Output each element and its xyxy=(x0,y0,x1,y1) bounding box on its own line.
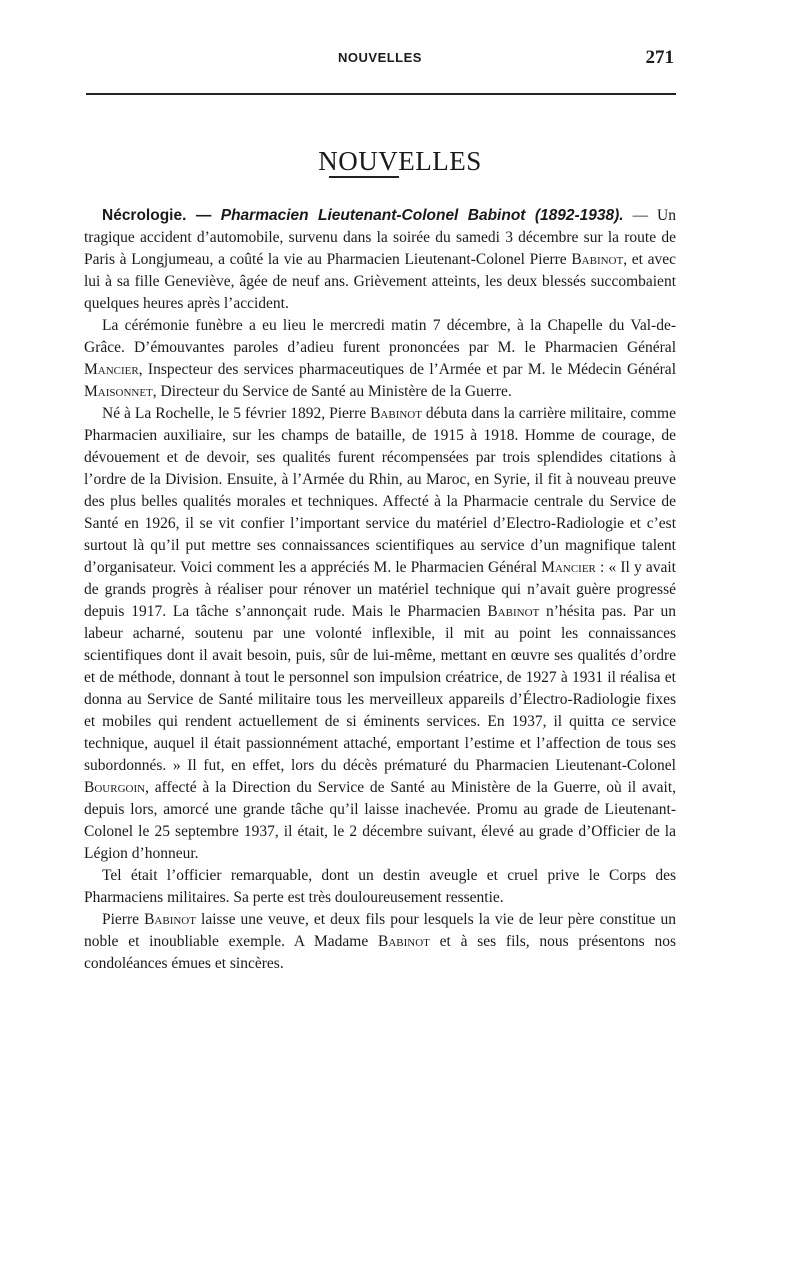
article-paragraph xyxy=(84,403,676,865)
person-name: Babinot xyxy=(144,911,196,928)
text-run: débuta dans la carrière militaire, comme Pharmacien auxiliaire, sur les champs de bataille, de 1915 à 1918. Homme de courage, de dévouement et de devoir, ses qualités furent récompensées par trois splendides citations à l’ordre de la Division. Ensuite, à l’Armée du Rhin, au Maroc, en Syrie, il fit à nouveau preuve des plus belles qualités morales et techniques. Affecté à la Pharmacie centrale du Service de Santé en 1926, il se vit confier l’important service du matériel d’Electro-Radiologie et c’est surtout là qu’il put mettre ses connaissances scientifiques au service d’un magnifique talent d’organisateur. Voici comment les a appréciés M. le Pharmacien Général xyxy=(84,405,676,576)
text-run: et à ses fils, nous présentons nos condoléances émues et sincères. xyxy=(84,933,676,972)
person-name: Mancier xyxy=(84,361,139,378)
page-title: NOUVELLES xyxy=(318,146,482,177)
article-body xyxy=(84,205,676,975)
person-name: Maisonnet xyxy=(84,383,153,400)
article-paragraph xyxy=(84,205,676,315)
paragraph-text xyxy=(84,911,676,972)
text-run: , Inspecteur des services pharmaceutiques de l’Armée et par M. le Médecin Général xyxy=(138,361,676,378)
article-paragraph xyxy=(84,909,676,975)
article-paragraph xyxy=(84,865,676,909)
person-name: Babinot xyxy=(571,251,624,268)
text-run: — Un tragique accident d’automobile, survenu dans la soirée du samedi 3 décembre sur la route de Paris à Longjumeau, a coûté la vie au Pharmacien Lieutenant-Colonel Pierre xyxy=(84,207,676,268)
article-subject: Pharmacien Lieutenant-Colonel Babinot (1892-1938). xyxy=(220,207,624,224)
person-name: Babinot xyxy=(370,405,422,422)
page-number: 271 xyxy=(645,47,674,68)
person-name: Babinot xyxy=(487,603,540,620)
paragraph-text xyxy=(84,317,676,400)
person-name: Bourgoin xyxy=(84,779,146,796)
person-name: Mancier xyxy=(541,559,596,576)
running-head xyxy=(86,47,674,72)
text-run: : « Il y avait de grands progrès à réaliser pour rénover un matériel technique qui n’avait guère progressé depuis 1917. La tâche s’annonçait rude. Mais le Pharmacien xyxy=(84,559,676,620)
text-run: La cérémonie funèbre a eu lieu le mercredi matin 7 décembre, à la Chapelle du Val-de-Grâce. D’émouvantes paroles d’adieu furent prononcées par M. le Pharmacien Général xyxy=(84,317,676,356)
rubric-dash: — xyxy=(186,207,221,224)
title-rule xyxy=(329,176,399,178)
article-paragraph xyxy=(84,315,676,403)
text-run: Tel était l’officier remarquable, dont un destin aveugle et cruel prive le Corps des Pharmaciens militaires. Sa perte est très douloureusement ressentie. xyxy=(84,867,676,906)
text-run: Né à La Rochelle, le 5 février 1892, Pierre xyxy=(102,405,371,422)
paragraph-text xyxy=(84,867,676,906)
header-rule xyxy=(86,93,676,95)
text-run: , Directeur du Service de Santé au Ministère de la Guerre. xyxy=(152,383,512,400)
paragraph-text xyxy=(84,405,676,862)
running-title: NOUVELLES xyxy=(338,50,422,65)
text-run: , affecté à la Direction du Service de Santé au Ministère de la Guerre, où il avait, depuis lors, amorcé une grande tâche qu’il laisse inachevée. Promu au grade de Lieutenant-Colonel le 25 septembre 1937, il était, le 2 décembre suivant, élevé au grade d’Officier de la Légion d’honneur. xyxy=(84,779,676,862)
text-run: , et avec lui à sa fille Geneviève, âgée de neuf ans. Grièvement atteints, les deux blessés succombaient quelques heures après l’accident. xyxy=(84,251,677,312)
rubric: Nécrologie. xyxy=(102,207,187,224)
person-name: Babinot xyxy=(378,933,430,950)
text-run: Pierre xyxy=(102,911,145,928)
text-run: n’hésita pas. Par un labeur acharné, soutenu par une volonté inflexible, il mit au point les connaissances scientifiques dont il avait besoin, puis, sûr de lui-même, mettant en œuvre ses qualités d’ordre et de méthode, donnant à tout le personnel son impulsion créatrice, de 1927 à 1931 il réalisa et donna au Service de Santé militaire tous les merveilleux appareils d’Électro-Radiologie fixes et mobiles qui rendent actuellement de si éminents services. En 1937, il quitta ce service technique, auquel il était passionnément attaché, emportant l’estime et l’affection de tous ses subordonnés. » Il fut, en effet, lors du décès prématuré du Pharmacien Lieutenant-Colonel xyxy=(84,603,676,774)
text-run: laisse une veuve, et deux fils pour lesquels la vie de leur père constitue un noble et inoubliable exemple. A Madame xyxy=(84,911,676,950)
